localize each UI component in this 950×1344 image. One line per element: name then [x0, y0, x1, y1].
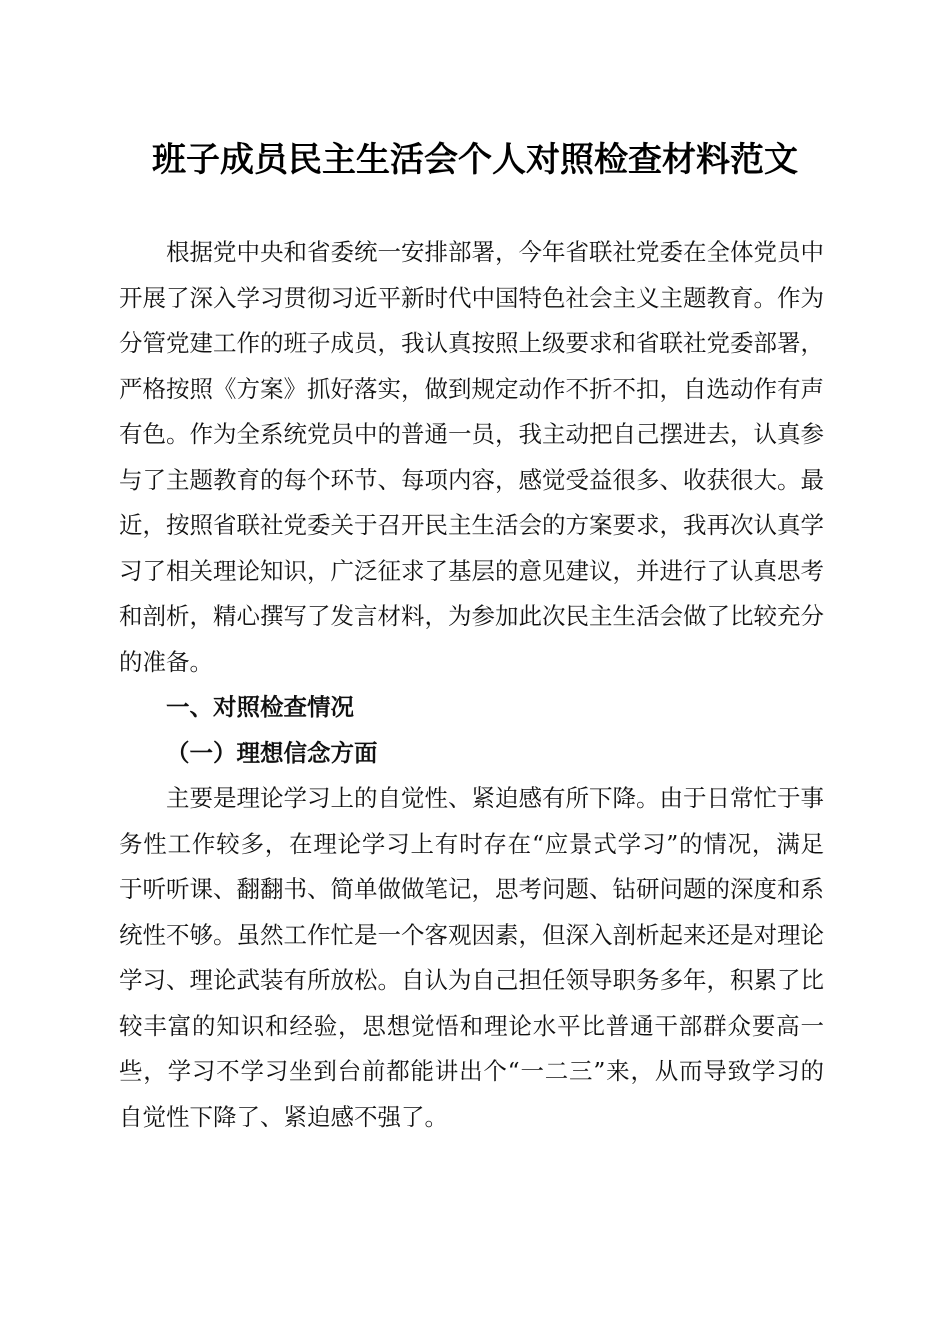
document-title: 班子成员民主生活会个人对照检查材料范文 [152, 140, 798, 180]
subsection-paragraph: 主要是理论学习上的自觉性、紧迫感有所下降。由于日常忙于事务性工作较多，在理论学习上有时存在“应景式学习”的情况，满足于听听课、翻翻书、简单做做笔记，思考问题、钻研问题的深度和系统性不够。虽然工作忙是一个客观因素，但深入剖析起来还是对理论学习、理论武装有所放松。自认为自己担任领导职务多年，积累了比较丰富的知识和经验，思想觉悟和理论水平比普通干部群众要高一些，学习不学习坐到台前都能讲出个“一二三”来，从而导致学习的自觉性下降了、紧迫感不强了。 [119, 784, 824, 1131]
section-heading: 一、对照检查情况 [166, 693, 354, 721]
intro-paragraph: 根据党中央和省委统一安排部署，今年省联社党委在全体党员中开展了深入学习贯彻习近平新时代中国特色社会主义主题教育。作为分管党建工作的班子成员，我认真按照上级要求和省联社党委部署，严格按照《方案》抓好落实，做到规定动作不折不扣，自选动作有声有色。作为全系统党员中的普通一员，我主动把自己摆进去，认真参与了主题教育的每个环节、每项内容，感觉受益很多、收获很大。最近，按照省联社党委关于召开民主生活会的方案要求，我再次认真学习了相关理论知识，广泛征求了基层的意见建议，并进行了认真思考和剖析，精心撰写了发言材料，为参加此次民主生活会做了比较充分的准备。 [119, 238, 824, 676]
subsection-heading: （一）理想信念方面 [166, 738, 378, 767]
document-body [119, 230, 824, 1140]
